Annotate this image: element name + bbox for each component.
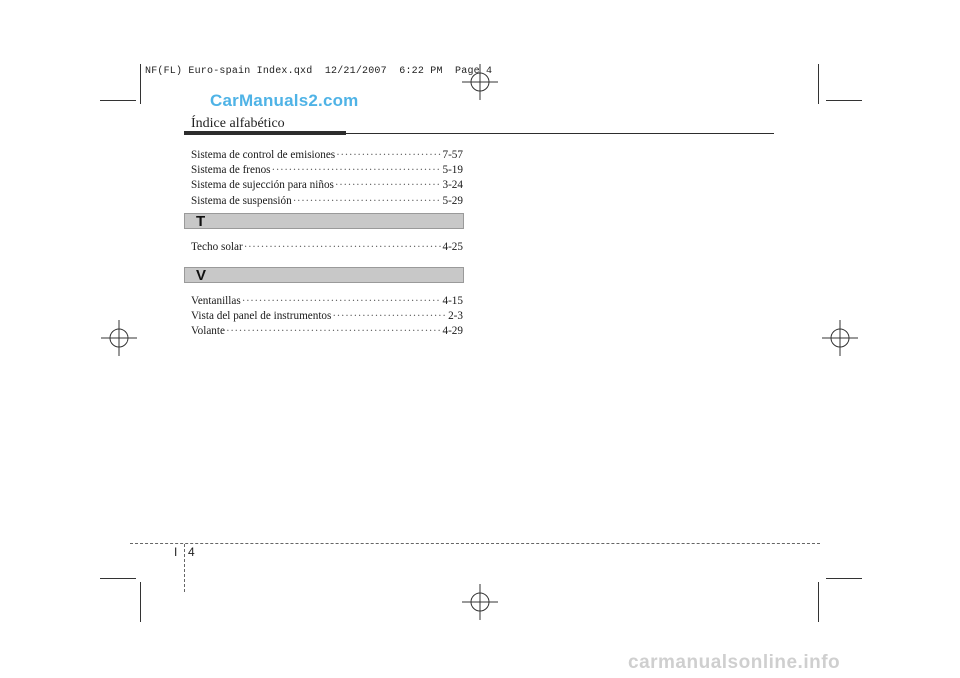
leader-dots bbox=[293, 194, 442, 209]
index-entry[interactable]: Ventanillas ····· 4-15 bbox=[191, 294, 463, 309]
leader-dots bbox=[272, 163, 442, 178]
watermark-link[interactable]: CarManuals2.com bbox=[210, 91, 359, 110]
watermark-bottom-link[interactable]: carmanualsonline.info bbox=[628, 652, 841, 673]
registration-mark-bottom-icon bbox=[462, 584, 498, 620]
footer-section-letter: I bbox=[174, 545, 178, 559]
print-slug: NF(FL) Euro-spain Index.qxd 12/21/2007 6:22 PM Page 4 bbox=[145, 66, 493, 77]
leader-dots bbox=[336, 148, 441, 163]
title-rule-thick bbox=[184, 131, 346, 135]
footer-rule bbox=[130, 543, 820, 544]
registration-mark-right-icon bbox=[822, 320, 858, 356]
index-entry[interactable]: Sistema de frenos ····· 5-19 bbox=[191, 163, 463, 178]
index-entry[interactable]: Sistema de suspensión ····· 5-29 bbox=[191, 194, 463, 209]
page-title: Índice alfabético bbox=[191, 116, 285, 131]
index-group-t bbox=[191, 240, 463, 255]
index-group-s bbox=[191, 148, 463, 209]
leader-dots bbox=[244, 240, 442, 255]
index-entry[interactable]: Techo solar ····· 4-25 bbox=[191, 240, 463, 255]
index-group-v bbox=[191, 294, 463, 340]
page-number: 4 bbox=[188, 545, 195, 559]
registration-mark-top-icon bbox=[462, 64, 498, 100]
leader-dots bbox=[332, 309, 447, 324]
footer-separator bbox=[184, 544, 185, 592]
letter-heading-v: V bbox=[184, 267, 464, 283]
title-rule-thin bbox=[346, 133, 774, 134]
leader-dots bbox=[335, 178, 442, 193]
index-entry[interactable]: Sistema de control de emisiones ····· 7-57 bbox=[191, 148, 463, 163]
index-entry[interactable]: Sistema de sujección para niños ····· 3-24 bbox=[191, 178, 463, 193]
letter-heading-t: T bbox=[184, 213, 464, 229]
index-entry[interactable]: Vista del panel de instrumentos ····· 2-3 bbox=[191, 309, 463, 324]
leader-dots bbox=[242, 294, 442, 309]
index-entry[interactable]: Volante ····· 4-29 bbox=[191, 324, 463, 339]
registration-mark-left-icon bbox=[101, 320, 137, 356]
leader-dots bbox=[226, 324, 442, 339]
